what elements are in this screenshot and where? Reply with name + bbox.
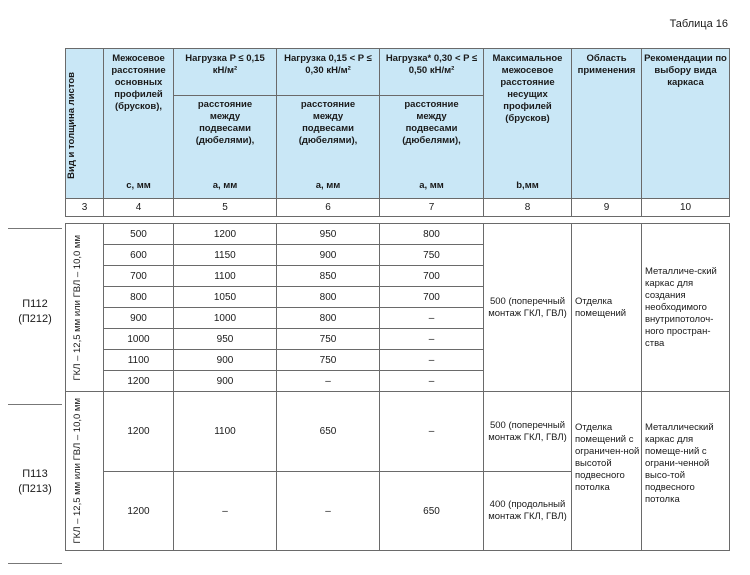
col-number: 9: [572, 199, 642, 217]
table-row: [66, 224, 730, 245]
col-number: 6: [277, 199, 380, 217]
header-col7-unit: а, мм: [419, 180, 444, 191]
header-col6-text: Нагрузка 0,15 < P ≤ 0,30 кН/м²: [276, 53, 380, 96]
group2-max-dist-2: [484, 472, 572, 551]
cell: –: [380, 371, 484, 392]
group2-max-dist-1: [484, 392, 572, 472]
header-col5-unit: а, мм: [212, 180, 238, 191]
header-col7-sub: расстояние между подвесами (дюбелями),: [402, 99, 461, 146]
header-col9: [572, 49, 642, 199]
header-col8-text: Максимальное межосевое расстояние несущих профилей (брусков): [492, 53, 563, 124]
cell: 600: [104, 245, 174, 266]
label-p113-main: П113: [22, 468, 48, 480]
cell: 1100: [174, 266, 277, 287]
cell: 700: [380, 266, 484, 287]
cell: 900: [104, 308, 174, 329]
header-col5-sub: расстояние между подвесами (дюбелями),: [195, 99, 255, 146]
cell: 1000: [174, 308, 277, 329]
cell: 650: [277, 392, 380, 472]
table-caption: Таблица 16: [669, 18, 728, 30]
group1-application-text: Отделка помещений: [575, 295, 627, 319]
header-col5-text: Нагрузка P ≤ 0,15 кН/м²: [173, 53, 277, 96]
group2-max-dist-2-text: 400 (продольный монтаж ГКЛ, ГВЛ): [488, 499, 567, 522]
header-col4-text: Межосевое расстояние основных профилей (брусков),: [111, 53, 166, 112]
header-col5: [174, 49, 277, 199]
left-separator: [8, 404, 62, 405]
group1-max-dist-text: 500 (поперечный монтаж ГКЛ, ГВЛ): [488, 295, 567, 319]
header-col8-unit: b,мм: [516, 180, 539, 191]
header-col6-sub: расстояние между подвесами (дюбелями),: [298, 99, 358, 146]
label-p112-main: П112: [22, 298, 48, 310]
cell: 750: [277, 350, 380, 371]
group1-max-dist: [484, 224, 572, 392]
cell: 1150: [174, 245, 277, 266]
cell: 950: [174, 329, 277, 350]
group2-recommendation-text: Металлический каркас для помеще-ний с ограни-ченной высо-той подвесного потолка: [645, 422, 714, 505]
group1-application: [572, 224, 642, 392]
cell: 900: [174, 350, 277, 371]
cell: –: [277, 371, 380, 392]
header-col3-text: Вид и толщина листов: [66, 72, 77, 179]
header-col7-text: Нагрузка* 0,30 < P ≤ 0,50 кН/м²: [379, 53, 484, 96]
cell: 700: [104, 266, 174, 287]
cell: 700: [380, 287, 484, 308]
cell: 1000: [104, 329, 174, 350]
header-col10-text: Рекомендации по выбору вида каркаса: [644, 53, 727, 88]
group2-application: [572, 392, 642, 551]
left-label-column: [8, 228, 62, 564]
header-col8: [484, 49, 572, 199]
label-p112: [8, 297, 62, 327]
group2-material-text: ГКЛ – 12,5 мм или ГВЛ – 10,0 мм: [71, 398, 83, 544]
cell: 850: [277, 266, 380, 287]
cell: 950: [277, 224, 380, 245]
label-p213: (П213): [18, 483, 52, 495]
cell: –: [174, 472, 277, 551]
cell: 650: [380, 472, 484, 551]
header-col3: [66, 49, 104, 199]
header-col6: [277, 49, 380, 199]
cell: 800: [277, 308, 380, 329]
label-p212: (П212): [18, 313, 52, 325]
cell: 1200: [104, 392, 174, 472]
header-col9-text: Область применения: [577, 53, 636, 76]
data-table: [65, 48, 730, 551]
cell: 800: [380, 224, 484, 245]
group2-material: [66, 392, 104, 551]
table-row: [66, 392, 730, 472]
col-number: 8: [484, 199, 572, 217]
group2-recommendation: [642, 392, 730, 551]
col-number: 10: [642, 199, 730, 217]
cell: –: [380, 350, 484, 371]
cell: 800: [104, 287, 174, 308]
cell: 800: [277, 287, 380, 308]
cell: 1100: [104, 350, 174, 371]
col-number: 3: [66, 199, 104, 217]
col-number: 5: [174, 199, 277, 217]
cell: 1200: [104, 371, 174, 392]
group2-application-text: Отделка помещений с ограничен-ной высотой подвесного потолка: [575, 422, 640, 493]
cell: 1200: [174, 224, 277, 245]
col-number: 7: [380, 199, 484, 217]
cell: –: [277, 472, 380, 551]
spacer-row: [66, 217, 730, 224]
cell: 1200: [104, 472, 174, 551]
header-col4: [104, 49, 174, 199]
group1-material: [66, 224, 104, 392]
cell: –: [380, 329, 484, 350]
group1-material-text: ГКЛ – 12,5 мм или ГВЛ – 10,0 мм: [71, 234, 83, 381]
cell: 750: [277, 329, 380, 350]
cell: –: [380, 392, 484, 472]
column-number-row: [66, 199, 730, 217]
group2-max-dist-1-text: 500 (поперечный монтаж ГКЛ, ГВЛ): [488, 419, 567, 443]
header-col7: [380, 49, 484, 199]
label-p113: [8, 467, 62, 497]
group1-recommendation: [642, 224, 730, 392]
header-col6-unit: а, мм: [315, 180, 341, 191]
header-row: [66, 49, 730, 199]
cell: 1100: [174, 392, 277, 472]
cell: 500: [104, 224, 174, 245]
group1-recommendation-text: Металличе-ский каркас для создания необходимого внутрипотолоч-ного простран-ства: [645, 265, 717, 349]
col-number: 4: [104, 199, 174, 217]
cell: 1050: [174, 287, 277, 308]
cell: 750: [380, 245, 484, 266]
cell: 900: [174, 371, 277, 392]
header-col10: [642, 49, 730, 199]
header-col4-unit: с, мм: [126, 180, 151, 191]
cell: –: [380, 308, 484, 329]
cell: 900: [277, 245, 380, 266]
